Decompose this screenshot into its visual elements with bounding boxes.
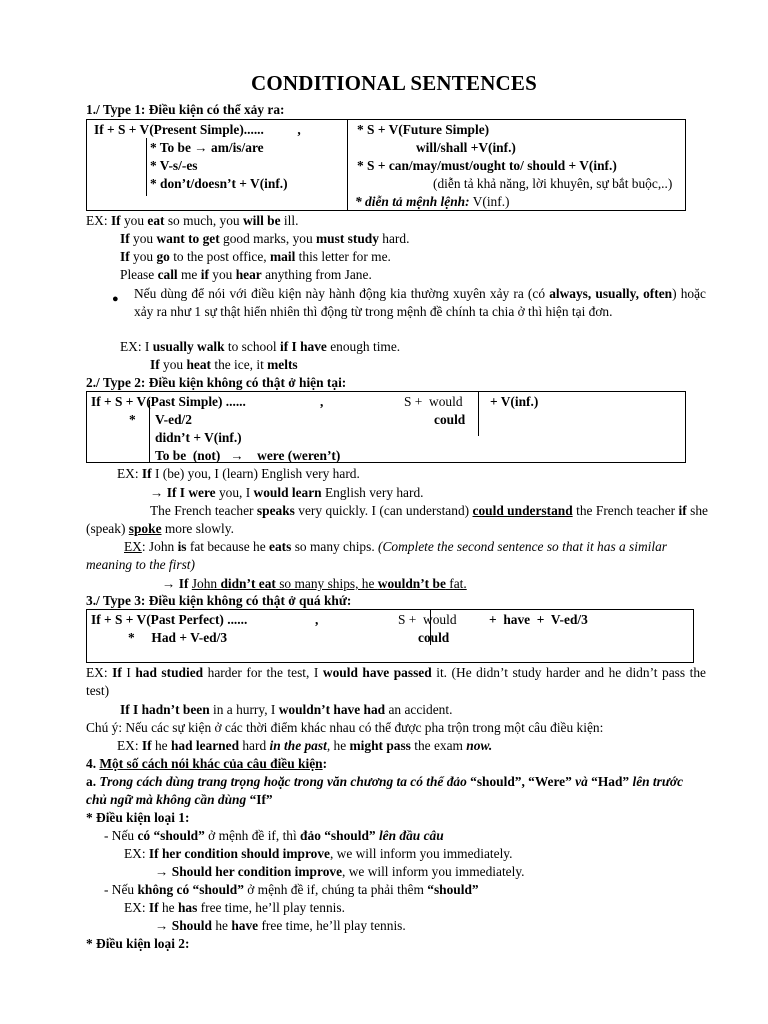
type2-example-1: EX: If I (be) you, I (learn) English very hard. [117,466,360,481]
type1-command-label: * diễn tả mệnh lệnh: [355,194,470,209]
type2-example-2: → If I were you, I would learn English very hard. [150,485,424,500]
type2-example-3: The French teacher speaks very quickly. I (can understand) could understand the French teacher if she (speak) spoke more slowly. [86,503,708,536]
type1-example-1: EX: If you eat so much, you will be ill. [86,213,299,228]
section4-ex2b: → Should he have free time, he’ll play tennis. [155,918,406,933]
type2-right-divider [478,391,479,436]
page-title: CONDITIONAL SENTENCES [250,71,538,95]
type3-if-clause: If + S + V(Past Perfect) ...... [91,612,248,627]
section4-a: a. Trong cách dùng trang trọng hoặc trong văn chương ta có thể đảo “should”, “Were” và “Had” lên trước chủ ngữ mà không cần dùng “If” [86,774,684,807]
type1-modals: * S + can/may/must/ought to/ should + V(inf.) [357,158,617,173]
type3-example-3: EX: If he had learned hard in the past, he might pass the exam now. [117,738,493,753]
type3-could: could [418,630,450,645]
type1-modal-note: (diễn tả khả năng, lời khuyên, sự bắt buộc,..) [433,176,673,191]
type1-heading: 1./ Type 1: Điều kiện có thể xảy ra: [86,102,285,117]
type1-if-clause: If + S + V(Present Simple)...... , [94,122,301,137]
type2-inf: + V(inf.) [490,394,539,409]
type2-to-be: To be (not) → were (weren’t) [155,448,341,463]
bullet-icon: ● [112,293,119,305]
type2-could: could [434,412,466,427]
type1-command-value: V(inf.) [469,194,510,209]
type1-will-shall: will/shall +V(inf.) [416,140,516,155]
type3-example-1: EX: If I had studied harder for the test, I would have passed it. (He didn’t study harder and he didn’t pass the test) [86,665,706,698]
section4-rule2: - Nếu không có “should” ở mệnh đề if, chúng ta phải thêm “should” [104,882,479,897]
type3-heading: 3./ Type 3: Điều kiện không có thật ở quá khứ: [86,593,352,608]
type2-if-clause: If + S + V(Past Simple) ...... [91,394,246,409]
type1-example-3: If you go to the post office, mail this letter for me. [120,249,391,264]
type2-would: S + would [404,394,463,409]
section4-type1-label: * Điều kiện loại 1: [86,810,190,825]
type2-example-4: EX: John is fat because he eats so many chips. (Complete the second sentence so that it has a similar meaning to the first) [86,539,668,572]
type2-negative: didn’t + V(inf.) [155,430,242,445]
type2-ved: V-ed/2 [155,412,192,427]
type1-negative: * don’t/doesn’t + V(inf.) [150,176,288,191]
type2-star: * [129,412,136,427]
type1-example-4: Please call me if you hear anything from Jane. [120,267,372,282]
type3-note: Chú ý: Nếu các sự kiện ở các thời điểm khác nhau có thể được pha trộn trong một câu điều kiện: [86,720,604,735]
section4-ex1b: → Should her condition improve, we will inform you immediately. [155,864,525,879]
section4-rule1: - Nếu có “should” ở mệnh đề if, thì đảo “should” lên đầu câu [104,828,444,843]
type2-comma: , [320,394,324,409]
type1-bullet-example-1: EX: I usually walk to school if I have enough time. [120,339,401,354]
type1-left-divider [146,138,147,196]
type1-example-2: If you want to get good marks, you must study hard. [120,231,410,246]
type3-have-ved: + have + V-ed/3 [489,612,588,627]
type1-verb-s: * V-s/-es [150,158,198,173]
type1-middle-divider [347,119,348,211]
type1-bullet-example-2: If you heat the ice, it melts [150,357,298,372]
section4-ex2: EX: If he has free time, he’ll play tennis. [124,900,345,915]
type3-had: * Had + V-ed/3 [128,630,228,645]
type2-heading: 2./ Type 2: Điều kiện không có thật ở hiện tại: [86,375,347,390]
type3-comma: , [315,612,319,627]
section4-type2-label: * Điều kiện loại 2: [86,936,190,951]
type1-main-clause: * S + V(Future Simple) [357,122,490,137]
type1-bullet-note: Nếu dùng để nói với điều kiện này hành động kia thường xuyên xảy ra (có always, usually, often) hoặc xảy ra như 1 sự thật hiển nhiên thì động từ trong mệnh đề chính ta chia ở thì hiện tại đơn. [134,286,707,319]
section4-heading: 4. Một số cách nói khác của câu điều kiện: [86,756,328,771]
type1-to-be: * To be → am/is/are [150,140,264,155]
type3-example-2: If I hadn’t been in a hurry, I wouldn’t have had an accident. [120,702,453,717]
type2-example-5: → If John didn’t eat so many ships, he wouldn’t be fat. [162,576,467,591]
section4-ex1: EX: If her condition should improve, we will inform you immediately. [124,846,513,861]
type3-would: S + would [398,612,457,627]
